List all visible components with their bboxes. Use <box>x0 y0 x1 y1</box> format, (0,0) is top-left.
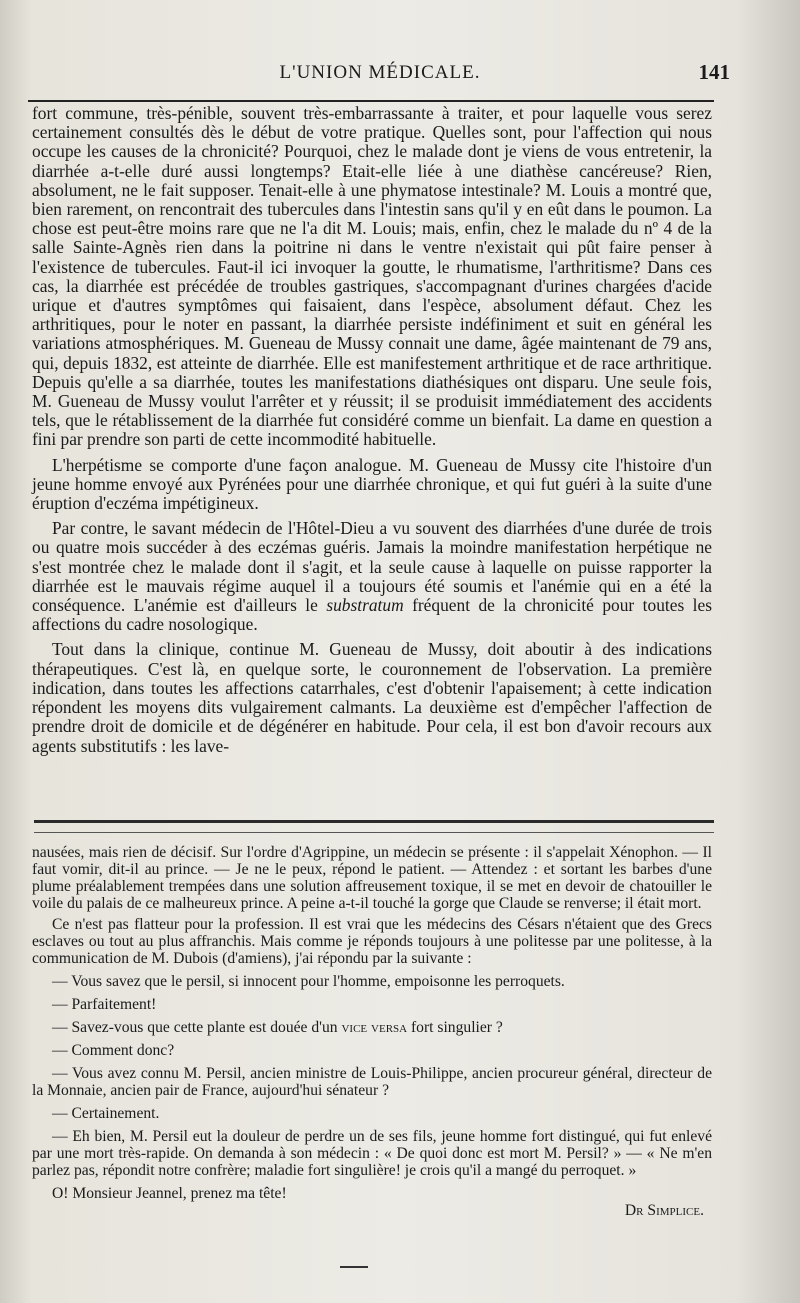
dialog-line-7: — Eh bien, M. Persil eut la douleur de perdre un de ses fils, jeune homme fort distingué, qui fut enlevé par une mort très-rapide. On demanda à son médecin : « De quoi donc est mort M. Persil? » — « Ne m'en parlez pas, répondit notre confrère; maladie fort singulière! je crois qu'il a mangé du perroquet. » <box>32 1128 712 1179</box>
footer-rule <box>340 1266 368 1268</box>
paragraph-2: L'herpétisme se comporte d'une façon analogue. M. Gueneau de Mussy cite l'histoire d'un jeune homme envoyé aux Pyrénées pour une diarrhée chronique, et qui fut guéri à la suite d'une éruption d'eczéma impétigineux. <box>32 454 712 514</box>
paragraph-4: Tout dans la clinique, continue M. Gueneau de Mussy, doit aboutir à des indications thérapeutiques. C'est là, en quelque sorte, le couronnement de l'observation. La première indication, dans toutes les affections catarrhales, c'est d'obtenir l'apaisement; à cette indication répondent les moyens dits vulgairement calmants. La deuxième est d'empêcher l'affection de prendre droit de domicile et de dégénérer en habitude. Pour cela, il est bon d'avoir recours aux agents substitutifs : les lave- <box>32 639 712 756</box>
header-rule <box>28 100 714 102</box>
feuilleton-section <box>32 844 712 1219</box>
feuilleton-separator <box>34 820 714 833</box>
main-article <box>32 104 712 756</box>
page-header <box>30 58 730 88</box>
dialog-line-6: — Certainement. <box>52 1105 160 1122</box>
vice-versa-text: vice versa <box>341 1019 408 1036</box>
paragraph-1: fort commune, très-pénible, souvent très-embarrassante à traiter, et pour laquelle vous serez certainement consultés dès le début de votre pratique. Quelles sont, pour l'affection qui nous occupe les causes de la chronicité? Pourquoi, chez le malade dont je viens de vous entretenir, la diarrhée a-t-elle duré aussi longtemps? Etait-elle liée à une diathèse cancéreuse? Rien, absolument, ne le fait supposer. Tenait-elle à une phymatose intestinale? M. Louis a montré que, bien rarement, on rencontrait des tubercules dans l'intestin sans qu'il y en eût dans le poumon. La chose est peut-être moins rare que ne l'a dit M. Louis; mais, enfin, chez le malade du nº 4 de la salle Sainte-Agnès rien dans la poitrine ni dans le ventre n'existait qui pût faire penser à l'existence de tubercules. Faut-il ici invoquer la goutte, le rhumatisme, l'arthritisme? Dans ces cas, la diarrhée est précédée de troubles gastriques, s'accompagnant d'urines chargées d'acide urique et d'autres symptômes qui faisaient, dans l'espèce, absolument défaut. Chez les arthritiques, pour le noter en passant, la diarrhée persiste indéfiniment et suit en général les variations atmosphériques. M. Gueneau de Mussy connait une dame, âgée maintenant de 79 ans, qui, depuis 1832, est atteinte de diarrhée. Elle est manifestement arthritique et de race arthritique. Depuis qu'elle a sa diarrhée, toutes les manifestations diathésiques ont disparu. Une seule fois, M. Gueneau de Mussy voulut l'arrêter et y réussit; il se produisit immédiatement des accidents tels, que le rétablissement de la diarrhée fut considéré comme un bienfait. La dame en question a fini par prendre son parti de cette incommodité habituelle. <box>32 103 712 450</box>
dialog-line-1: — Vous savez que le persil, si innocent pour l'homme, empoisonne les perroquets. <box>52 973 565 990</box>
dialog-line-4: — Comment donc? <box>52 1042 175 1059</box>
feuilleton-paragraph-2: Ce n'est pas flatteur pour la profession. Il est vrai que les médecins des Césars n'étaient que des Grecs esclaves ou tout au plus affranchis. Mais comme je réponds toujours à une politesse par une politesse, à la communication de M. Dubois (d'amiens), j'ai répondu par la suivante : <box>32 916 712 967</box>
running-title: L'UNION MÉDICALE. <box>279 62 481 83</box>
paragraph-3-text-b: fréquent de la chronicité pour toutes les affections du cadre nosologique. <box>32 595 712 635</box>
dialog-line-3-text-b: fort singulier ? <box>407 1019 503 1036</box>
dialog-line-3 <box>32 1019 712 1036</box>
dialog-line-2: — Parfaitement! <box>52 996 157 1013</box>
feuilleton-paragraph-1: nausées, mais rien de décisif. Sur l'ordre d'Agrippine, un médecin se présente : il s'appelait Xénophon. — Il faut vomir, dit-il au prince. — Je ne le peux, répond le patient. — Attendez : et sortant les barbes d'une plume préalablement trempées dans une solution affreusement toxique, il se met en devoir de chatouiller le voile du palais de ce malheureux prince. A peine a-t-il touché la gorge que Claude se renverse; il était mort. <box>32 844 712 912</box>
paragraph-3 <box>32 519 712 634</box>
page-number: 141 <box>698 60 730 84</box>
signature: Dr Simplice. <box>624 1202 704 1219</box>
dialog-line-3-text-a: — Savez-vous que cette plante est douée d'un <box>52 1019 342 1036</box>
paragraph-3-text-a: Par contre, le savant médecin de l'Hôtel-Dieu a vu souvent des diarrhées d'une durée de trois ou quatre mois succéder à des eczémas guéris. Jamais la moindre manifestation herpétique ne s'est montrée chez le malade dont il s'agit, et la seule cause à laquelle on puisse rapporter la diarrhée est le mauvais régime auquel il a toujours été soumis et l'anémie qui en a été la conséquence. L'anémie est d'ailleurs le <box>32 518 712 616</box>
dialog-line-8: O! Monsieur Jeannel, prenez ma tête! <box>52 1185 287 1202</box>
emphasis-substratum: substratum <box>326 595 404 616</box>
dialog-line-5: — Vous avez connu M. Persil, ancien ministre de Louis-Philippe, ancien procureur général, directeur de la Monnaie, ancien pair de France, aujourd'hui sénateur ? <box>32 1065 712 1099</box>
